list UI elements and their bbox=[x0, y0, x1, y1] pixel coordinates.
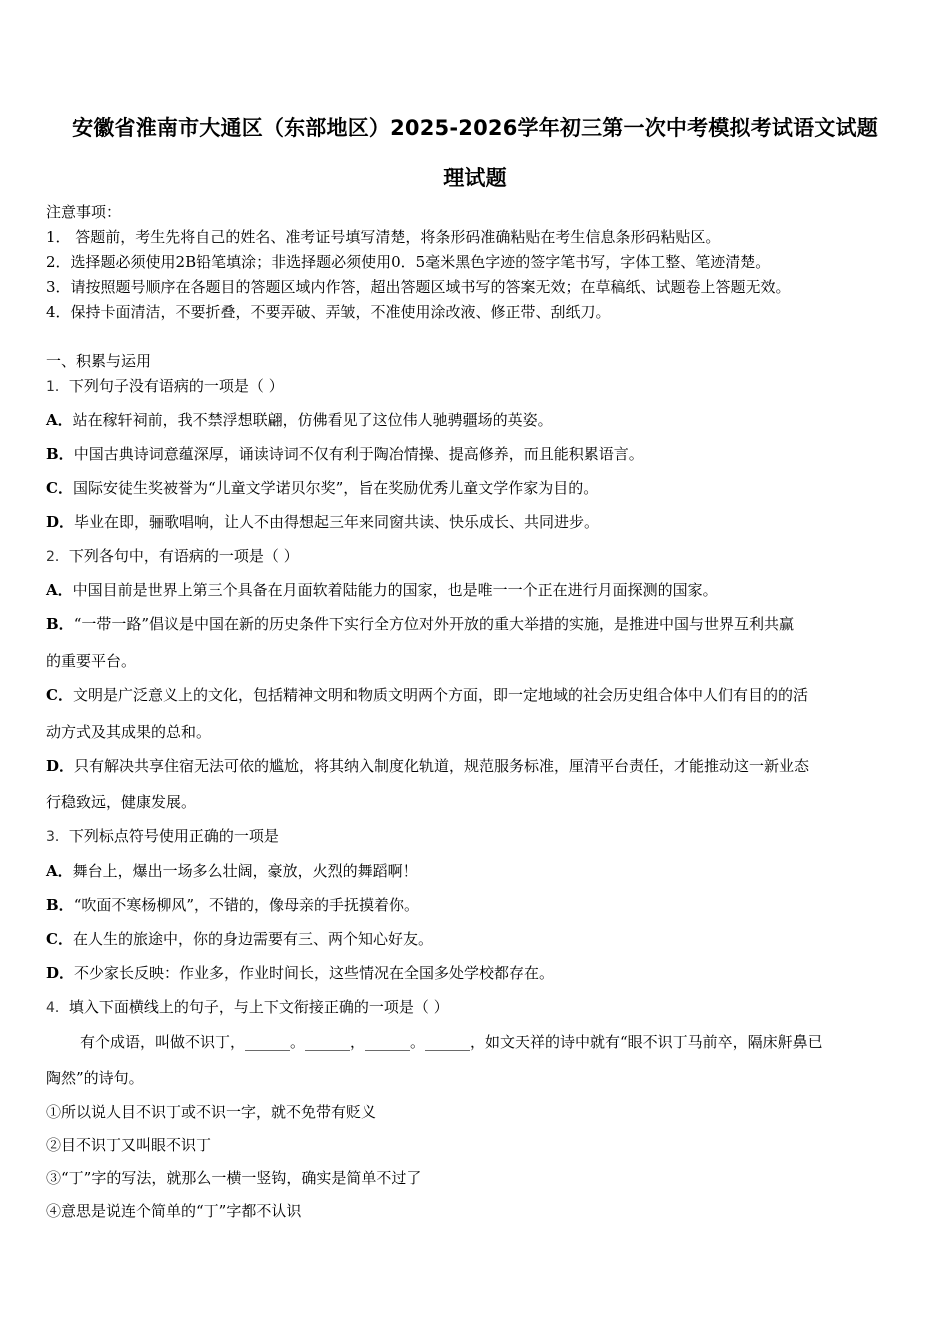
question-number: 1． bbox=[46, 379, 69, 395]
question-text: 填入下面横线上的句子，与上下文衔接正确的一项是（ ） bbox=[68, 998, 449, 1016]
option-text: 只有解决共享住宿无法可依的尴尬，将其纳入制度化轨道，规范服务标准，厘清平台责任，才能推动这一新业态 bbox=[74, 757, 810, 775]
q2-option-a bbox=[46, 580, 906, 600]
exam-title-line1: 安徽省淮南市大通区（东部地区）2025-2026学年初三第一次中考模拟考试语文试题 bbox=[72, 116, 878, 140]
question-number: 4． bbox=[46, 1000, 69, 1016]
option-label: C． bbox=[46, 930, 73, 948]
q2-option-d bbox=[46, 756, 906, 776]
q3-option-c bbox=[46, 929, 906, 949]
option-label: B． bbox=[46, 896, 74, 914]
option-text: 毕业在即，骊歌唱响，让人不由得想起三年来同窗共读、快乐成长、共同进步。 bbox=[74, 513, 600, 531]
option-label: D． bbox=[46, 513, 75, 531]
question-1-stem bbox=[46, 376, 906, 397]
question-number: 3． bbox=[46, 829, 69, 845]
option-label: B． bbox=[46, 445, 74, 463]
q1-option-b bbox=[46, 444, 906, 464]
q4-passage-line2: 陶然”的诗句。 bbox=[46, 1069, 144, 1087]
q3-option-b bbox=[46, 895, 906, 915]
q2-option-c-cont: 动方式及其成果的总和。 bbox=[46, 723, 212, 741]
question-text: 下列标点符号使用正确的一项是 bbox=[68, 827, 279, 845]
q3-option-a bbox=[46, 861, 906, 881]
q4-sentence-2: ②目不识丁又叫眼不识丁 bbox=[46, 1136, 212, 1154]
option-text: 在人生的旅途中，你的身边需要有三、两个知心好友。 bbox=[72, 930, 433, 948]
option-label: B． bbox=[46, 615, 74, 633]
q3-option-d bbox=[46, 963, 906, 983]
q4-passage-line1: 有个成语，叫做不识丁，______。______，______。______，如文天祥的诗中就有“眼不识丁马前卒，隔床鼾鼻已 bbox=[80, 1033, 823, 1051]
notice-item-1: 1． 答题前，考生先将自己的姓名、准考证号填写清楚，将条形码准确粘贴在考生信息条形码粘贴区。 bbox=[46, 228, 721, 246]
q1-option-d bbox=[46, 512, 906, 532]
option-text: 站在稼轩祠前，我不禁浮想联翩，仿佛看见了这位伟人驰骋疆场的英姿。 bbox=[72, 411, 553, 429]
question-text: 下列各句中，有语病的一项是（ ） bbox=[68, 547, 299, 565]
option-text: “吹面不寒杨柳风”，不错的，像母亲的手抚摸着你。 bbox=[73, 896, 420, 914]
exam-title-line2: 理试题 bbox=[443, 166, 507, 190]
notice-heading: 注意事项： bbox=[46, 203, 122, 221]
question-4-stem bbox=[46, 997, 906, 1018]
option-text: 文明是广泛意义上的文化，包括精神文明和物质文明两个方面，即一定地域的社会历史组合体中人们有目的的活 bbox=[72, 686, 808, 704]
option-label: C． bbox=[46, 686, 73, 704]
q1-option-a bbox=[46, 410, 906, 430]
option-text: 中国古典诗词意蕴深厚，诵读诗词不仅有利于陶冶情操、提高修养，而且能积累语言。 bbox=[73, 445, 644, 463]
option-label: C． bbox=[46, 479, 73, 497]
q1-option-c bbox=[46, 478, 906, 498]
q4-sentence-1: ①所以说人目不识丁或不识一字，就不免带有贬义 bbox=[46, 1103, 377, 1121]
q2-option-b-cont: 的重要平台。 bbox=[46, 652, 137, 670]
option-label: A． bbox=[46, 862, 73, 880]
option-label: A． bbox=[46, 411, 73, 429]
q2-option-d-cont: 行稳致远，健康发展。 bbox=[46, 793, 197, 811]
option-text: 舞台上，爆出一场多么壮阔，豪放，火烈的舞蹈啊！ bbox=[72, 862, 418, 880]
question-text: 下列句子没有语病的一项是（ ） bbox=[68, 377, 284, 395]
option-label: D． bbox=[46, 964, 75, 982]
option-text: “一带一路”倡议是中国在新的历史条件下实行全方位对外开放的重大举措的实施，是推进中国与世界互利共赢 bbox=[73, 615, 795, 633]
option-label: D． bbox=[46, 757, 75, 775]
question-3-stem bbox=[46, 826, 906, 847]
question-number: 2． bbox=[46, 549, 69, 565]
q4-sentence-4: ④意思是说连个简单的“丁”字都不认识 bbox=[46, 1202, 302, 1220]
notice-item-3: 3．请按照题号顺序在各题目的答题区域内作答，超出答题区域书写的答案无效；在草稿纸、试题卷上答题无效。 bbox=[46, 278, 791, 296]
q2-option-c bbox=[46, 685, 906, 705]
option-text: 中国目前是世界上第三个具备在月面软着陆能力的国家，也是唯一一个正在进行月面探测的国家。 bbox=[72, 581, 718, 599]
section-heading: 一、积累与运用 bbox=[46, 352, 152, 370]
option-label: A． bbox=[46, 581, 73, 599]
option-text: 不少家长反映：作业多，作业时间长，这些情况在全国多处学校都存在。 bbox=[74, 964, 555, 982]
option-text: 国际安徒生奖被誉为“儿童文学诺贝尔奖”，旨在奖励优秀儿童文学作家为目的。 bbox=[72, 479, 599, 497]
notice-item-4: 4．保持卡面清洁，不要折叠，不要弄破、弄皱，不准使用涂改液、修正带、刮纸刀。 bbox=[46, 303, 611, 321]
notice-item-2: 2．选择题必须使用2B铅笔填涂；非选择题必须使用0．5毫米黑色字迹的签字笔书写，字体工整、笔迹清楚。 bbox=[46, 253, 771, 271]
q4-sentence-3: ③“丁”字的写法，就那么一横一竖钩，确实是简单不过了 bbox=[46, 1169, 422, 1187]
q2-option-b bbox=[46, 614, 906, 634]
question-2-stem bbox=[46, 546, 906, 567]
